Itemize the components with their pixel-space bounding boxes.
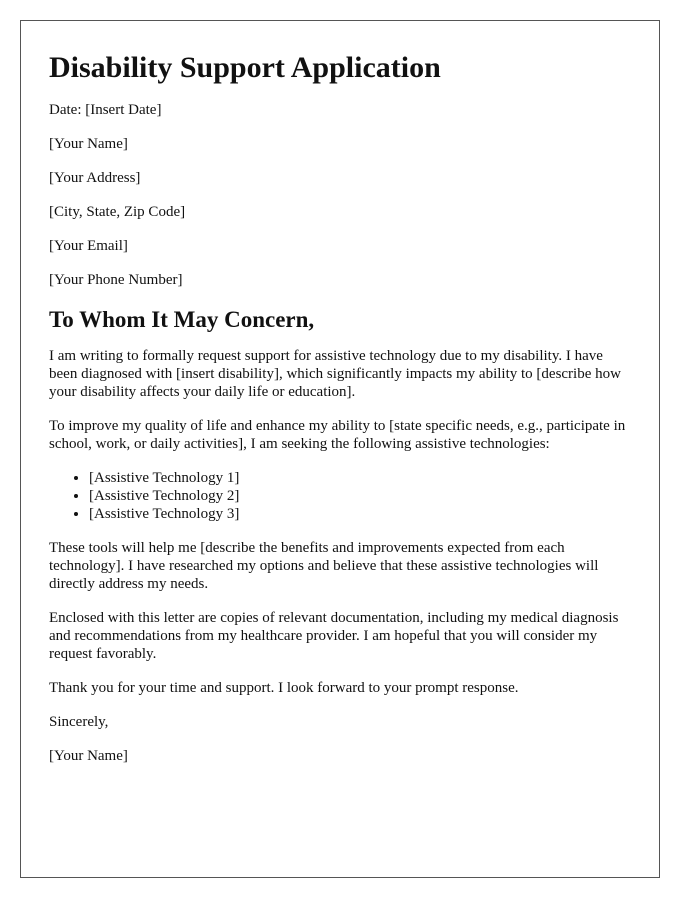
list-item: • [Assistive Technology 2]	[89, 487, 631, 505]
paragraph-request: I am writing to formally request support for assistive technology due to my disability. I have been diagnosed with [insert disability], which significantly impacts my ability to [describe how your disability affects your daily life or education].	[49, 348, 621, 400]
paragraph-documentation: Enclosed with this letter are copies of relevant documentation, including my medical diagnosis and recommendations from my healthcare provider. I am hopeful that you will consider my request favorably.	[49, 610, 619, 662]
signature: [Your Name]	[49, 748, 128, 764]
paragraph-benefits: These tools will help me [describe the benefits and improvements expected from each technology]. I have researched my options and believe that these assistive technologies will directly address my needs.	[49, 540, 599, 592]
sender-name: [Your Name]	[49, 136, 128, 152]
letter-page	[20, 20, 660, 878]
sender-phone: [Your Phone Number]	[49, 272, 183, 288]
paragraph-needs: To improve my quality of life and enhance my ability to [state specific needs, e.g., participate in school, work, or daily activities], I am seeking the following assistive technologies:	[49, 418, 626, 452]
sender-address: [Your Address]	[49, 170, 141, 186]
list-item: • [Assistive Technology 1]	[89, 469, 631, 487]
page-title: Disability Support Application	[49, 51, 441, 84]
paragraph-thanks: Thank you for your time and support. I look forward to your prompt response.	[49, 680, 519, 696]
technology-list	[49, 469, 631, 523]
list-item: • [Assistive Technology 3]	[89, 505, 631, 523]
date-line: Date: [Insert Date]	[49, 102, 162, 118]
sender-city-state-zip: [City, State, Zip Code]	[49, 204, 186, 220]
closing: Sincerely,	[49, 714, 109, 730]
sender-email: [Your Email]	[49, 238, 128, 254]
salutation: To Whom It May Concern,	[49, 307, 315, 332]
